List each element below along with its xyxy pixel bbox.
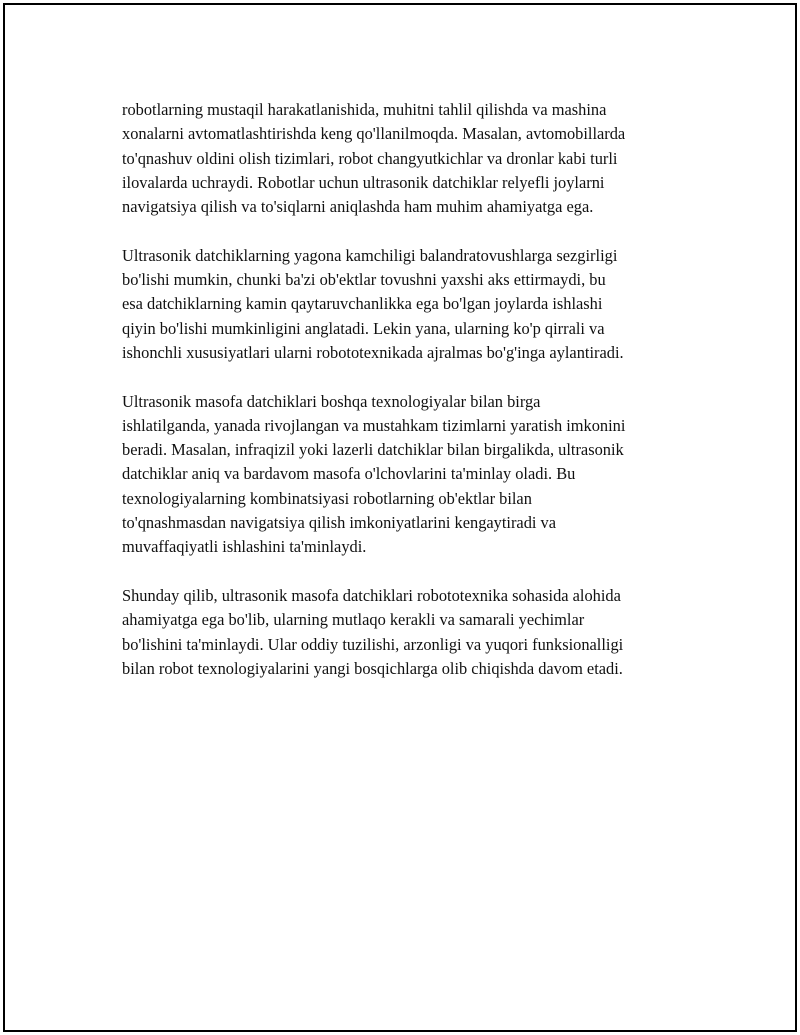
text-line: qiyin bo'lishi mumkinligini anglatadi. Lekin yana, ularning ko'p qirrali va (122, 318, 605, 338)
text-line: Ultrasonik datchiklarning yagona kamchiligi balandratovushlarga sezgirligi (122, 245, 618, 265)
paragraph-3 (122, 390, 697, 560)
text-line: ishlatilganda, yanada rivojlangan va mustahkam tizimlarni yaratish imkonini (122, 415, 626, 435)
text-line: bilan robot texnologiyalarini yangi bosqichlarga olib chiqishda davom etadi. (122, 658, 623, 678)
text-line: ahamiyatga ega bo'lib, ularning mutlaqo kerakli va samarali yechimlar (122, 610, 585, 630)
text-line: bo'lishini ta'minlaydi. Ular oddiy tuzilishi, arzonligi va yuqori funksionalligi (122, 634, 624, 654)
text-line: to'qnashmasdan navigatsiya qilish imkoniyatlarini kengaytiradi va (122, 513, 557, 533)
paragraph-1 (122, 98, 697, 219)
text-line: to'qnashuv oldini olish tizimlari, robot changyutkichlar va dronlar kabi turli (122, 148, 618, 168)
text-line: esa datchiklarning kamin qaytaruvchanlikka ega bo'lgan joylarda ishlashi (122, 294, 603, 314)
text-line: Shunday qilib, ultrasonik masofa datchiklari robototexnika sohasida alohida (122, 585, 621, 605)
text-line: xonalarni avtomatlashtirishda keng qo'llanilmoqda. Masalan, avtomobillarda (122, 124, 626, 144)
text-line: Ultrasonik masofa datchiklari boshqa texnologiyalar bilan birga (122, 391, 541, 411)
paragraph-2 (122, 244, 697, 365)
text-line: muvaffaqiyatli ishlashini ta'minlaydi. (122, 537, 367, 557)
text-line: beradi. Masalan, infraqizil yoki lazerli datchiklar bilan birgalikda, ultrasonik (122, 440, 624, 460)
text-line: ilovalarda uchraydi. Robotlar uchun ultrasonik datchiklar relyefli joylarni (122, 172, 605, 192)
text-line: datchiklar aniq va bardavom masofa o'lchovlarini ta'minlay oladi. Bu (122, 464, 576, 484)
document-body (122, 98, 697, 705)
text-line: ishonchli xususiyatlari ularni robototexnikada ajralmas bo'g'inga aylantiradi. (122, 342, 624, 362)
text-line: robotlarning mustaqil harakatlanishida, muhitni tahlil qilishda va mashina (122, 100, 607, 119)
text-line: bo'lishi mumkin, chunki ba'zi ob'ektlar tovushni yaxshi aks ettirmaydi, bu (122, 270, 606, 290)
paragraph-4 (122, 584, 697, 681)
text-line: navigatsiya qilish va to'siqlarni aniqlashda ham muhim ahamiyatga ega. (122, 197, 594, 217)
page-frame (3, 3, 797, 1032)
text-line: texnologiyalarning kombinatsiyasi robotlarning ob'ektlar bilan (122, 488, 532, 508)
